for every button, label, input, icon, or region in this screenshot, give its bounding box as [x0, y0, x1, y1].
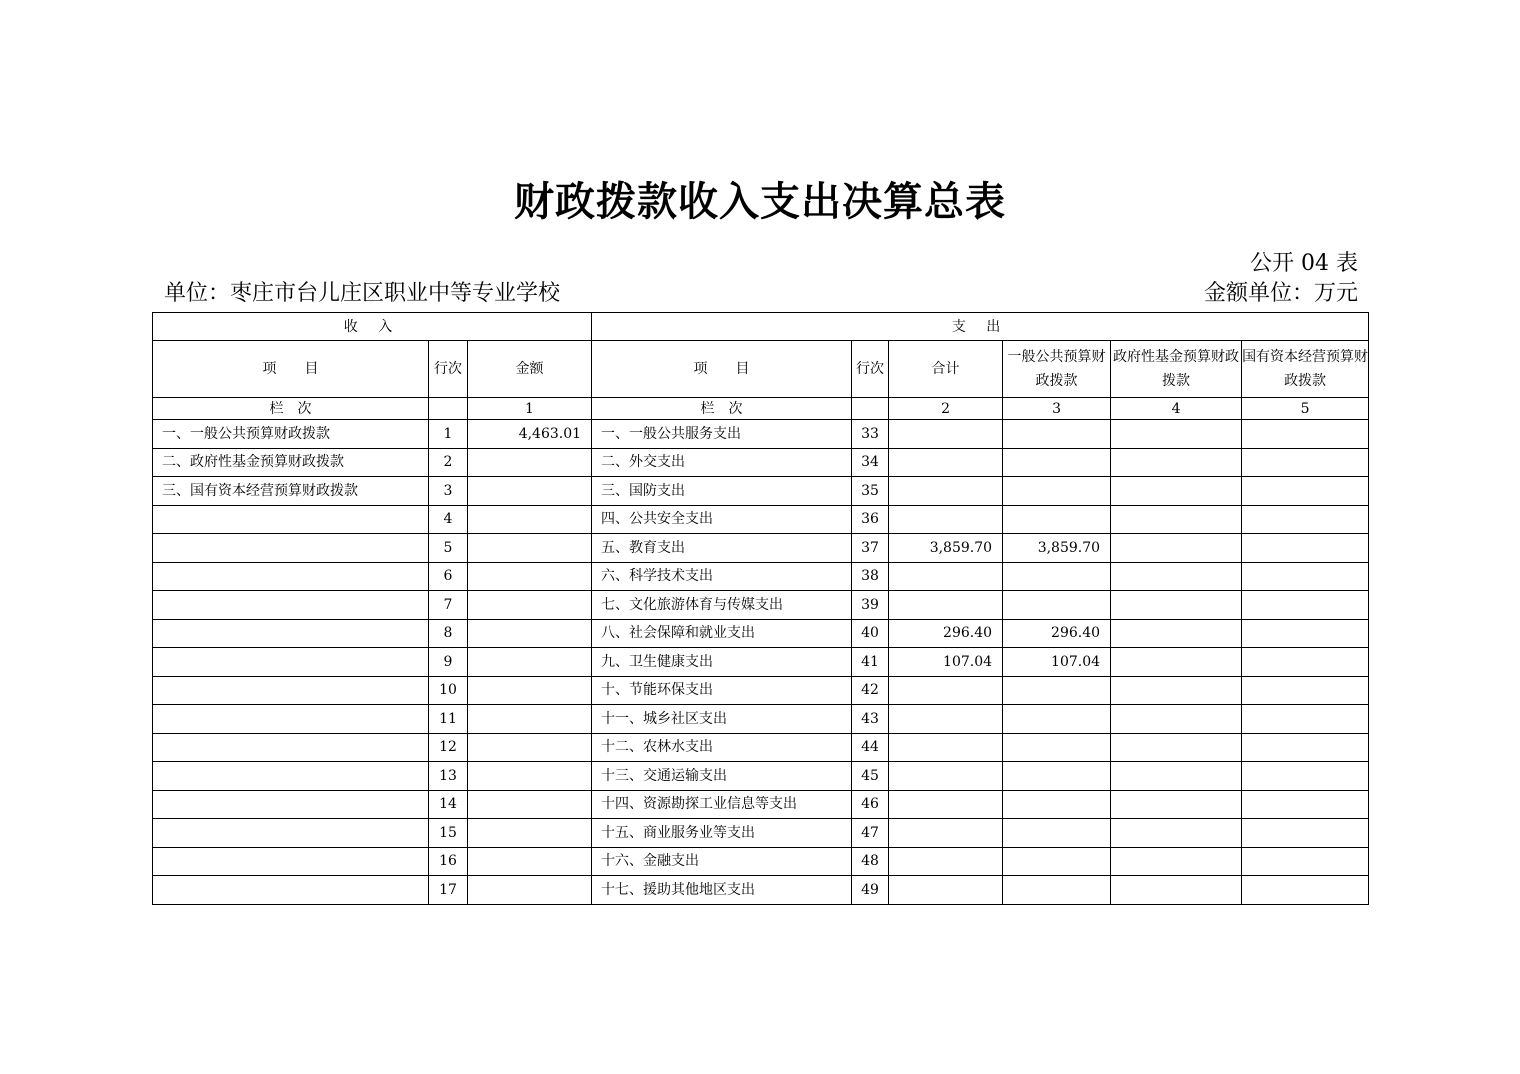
expense-row-no-cell: 48 — [852, 847, 889, 876]
expense-general-budget-cell — [1003, 477, 1111, 506]
expense-row-no-cell: 42 — [852, 676, 889, 705]
expense-item-cell: 五、教育支出 — [592, 534, 852, 563]
table-row — [153, 790, 1369, 819]
expense-state-column-no: 5 — [1242, 398, 1369, 420]
expense-fund-budget-cell — [1111, 762, 1242, 791]
expense-item-cell: 九、卫生健康支出 — [592, 648, 852, 677]
expense-item-cell: 六、科学技术支出 — [592, 562, 852, 591]
expense-fund-budget-cell — [1111, 847, 1242, 876]
income-amount-cell — [468, 505, 592, 534]
expense-total-cell — [889, 762, 1003, 791]
expense-total-cell — [889, 847, 1003, 876]
expense-row-no-cell: 35 — [852, 477, 889, 506]
expense-state-capital-cell — [1242, 733, 1369, 762]
income-item-cell — [153, 705, 429, 734]
income-row-no-cell: 2 — [429, 448, 468, 477]
income-row-no-cell: 1 — [429, 420, 468, 449]
income-amount-cell — [468, 619, 592, 648]
income-row-no-cell: 3 — [429, 477, 468, 506]
income-row-no-cell: 7 — [429, 591, 468, 620]
expense-item-cell: 七、文化旅游体育与传媒支出 — [592, 591, 852, 620]
income-row-no-cell: 9 — [429, 648, 468, 677]
expense-item-cell: 十三、交通运输支出 — [592, 762, 852, 791]
expense-state-capital-cell — [1242, 591, 1369, 620]
expense-state-capital-cell — [1242, 676, 1369, 705]
expense-section-header: 支 出 — [592, 313, 1369, 341]
income-amount-header: 金额 — [468, 341, 592, 398]
expense-total-cell — [889, 505, 1003, 534]
income-amount-cell — [468, 676, 592, 705]
expense-row-no-cell: 49 — [852, 876, 889, 905]
expense-row-no-cell: 47 — [852, 819, 889, 848]
income-item-cell — [153, 619, 429, 648]
expense-row-no-cell: 38 — [852, 562, 889, 591]
income-row-no-cell: 17 — [429, 876, 468, 905]
expense-general-budget-cell — [1003, 847, 1111, 876]
expense-state-capital-cell — [1242, 505, 1369, 534]
page-title: 财政拨款收入支出决算总表 — [514, 178, 1006, 225]
income-amount-cell — [468, 648, 592, 677]
income-column-label: 栏 次 — [153, 398, 429, 420]
income-row-no-cell: 15 — [429, 819, 468, 848]
expense-state-capital-cell — [1242, 819, 1369, 848]
expense-fund-budget-cell — [1111, 505, 1242, 534]
expense-item-cell: 十七、援助其他地区支出 — [592, 876, 852, 905]
expense-total-cell — [889, 819, 1003, 848]
expense-item-header: 项 目 — [592, 341, 852, 398]
income-amount-cell — [468, 819, 592, 848]
expense-state-capital-cell — [1242, 847, 1369, 876]
income-item-cell: 一、一般公共预算财政拨款 — [153, 420, 429, 449]
income-row-no-cell: 16 — [429, 847, 468, 876]
expense-item-cell: 十一、城乡社区支出 — [592, 705, 852, 734]
expense-item-cell: 八、社会保障和就业支出 — [592, 619, 852, 648]
table-row — [153, 505, 1369, 534]
expense-item-cell: 十、节能环保支出 — [592, 676, 852, 705]
income-item-cell: 三、国有资本经营预算财政拨款 — [153, 477, 429, 506]
income-item-cell — [153, 847, 429, 876]
expense-fund-budget-cell — [1111, 420, 1242, 449]
table-row — [153, 705, 1369, 734]
income-item-cell — [153, 876, 429, 905]
expense-general-budget-cell — [1003, 420, 1111, 449]
expense-row-no-cell: 43 — [852, 705, 889, 734]
expense-item-cell: 四、公共安全支出 — [592, 505, 852, 534]
income-row-no-cell: 10 — [429, 676, 468, 705]
budget-table — [152, 312, 1369, 905]
expense-item-cell: 十五、商业服务业等支出 — [592, 819, 852, 848]
income-amount-cell — [468, 847, 592, 876]
form-number: 公开 04 表 — [1250, 251, 1358, 276]
expense-total-cell — [889, 790, 1003, 819]
table-row — [153, 733, 1369, 762]
expense-fund-budget-cell — [1111, 591, 1242, 620]
income-row-no-column — [429, 398, 468, 420]
income-item-cell — [153, 819, 429, 848]
table-row — [153, 591, 1369, 620]
income-amount-cell — [468, 477, 592, 506]
income-item-cell — [153, 534, 429, 563]
income-amount-cell: 4,463.01 — [468, 420, 592, 449]
expense-fund-budget-header: 政府性基金预算财政拨款 — [1111, 341, 1242, 398]
income-amount-cell — [468, 562, 592, 591]
expense-row-no-cell: 39 — [852, 591, 889, 620]
expense-general-column-no: 3 — [1003, 398, 1111, 420]
income-item-cell — [153, 733, 429, 762]
table-row — [153, 819, 1369, 848]
income-row-no-cell: 5 — [429, 534, 468, 563]
expense-fund-budget-cell — [1111, 790, 1242, 819]
expense-fund-budget-cell — [1111, 648, 1242, 677]
expense-row-no-cell: 36 — [852, 505, 889, 534]
table-row — [153, 448, 1369, 477]
expense-general-budget-cell — [1003, 705, 1111, 734]
expense-state-capital-header: 国有资本经营预算财政拨款 — [1242, 341, 1369, 398]
expense-general-budget-header: 一般公共预算财政拨款 — [1003, 341, 1111, 398]
expense-fund-budget-cell — [1111, 448, 1242, 477]
expense-fund-budget-cell — [1111, 819, 1242, 848]
expense-general-budget-cell — [1003, 762, 1111, 791]
expense-item-cell: 一、一般公共服务支出 — [592, 420, 852, 449]
income-row-no-cell: 6 — [429, 562, 468, 591]
income-item-cell — [153, 505, 429, 534]
expense-general-budget-cell — [1003, 819, 1111, 848]
income-item-cell — [153, 676, 429, 705]
table-row — [153, 534, 1369, 563]
expense-total-cell — [889, 876, 1003, 905]
table-row — [153, 477, 1369, 506]
income-amount-cell — [468, 591, 592, 620]
expense-row-no-cell: 34 — [852, 448, 889, 477]
expense-row-no-cell: 44 — [852, 733, 889, 762]
expense-total-cell — [889, 733, 1003, 762]
expense-state-capital-cell — [1242, 762, 1369, 791]
expense-total-cell — [889, 705, 1003, 734]
expense-item-cell: 二、外交支出 — [592, 448, 852, 477]
income-item-cell — [153, 562, 429, 591]
expense-total-cell — [889, 591, 1003, 620]
income-amount-cell — [468, 876, 592, 905]
expense-total-cell: 107.04 — [889, 648, 1003, 677]
expense-item-cell: 十二、农林水支出 — [592, 733, 852, 762]
expense-general-budget-cell: 107.04 — [1003, 648, 1111, 677]
expense-total-column-no: 2 — [889, 398, 1003, 420]
income-row-no-cell: 13 — [429, 762, 468, 791]
table-row — [153, 762, 1369, 791]
expense-state-capital-cell — [1242, 619, 1369, 648]
reporting-unit: 单位：枣庄市台儿庄区职业中等专业学校 — [164, 281, 561, 306]
expense-general-budget-cell — [1003, 448, 1111, 477]
expense-state-capital-cell — [1242, 705, 1369, 734]
expense-row-no-cell: 33 — [852, 420, 889, 449]
expense-total-cell — [889, 562, 1003, 591]
expense-state-capital-cell — [1242, 562, 1369, 591]
income-amount-cell — [468, 705, 592, 734]
income-row-no-cell: 11 — [429, 705, 468, 734]
expense-state-capital-cell — [1242, 876, 1369, 905]
expense-state-capital-cell — [1242, 648, 1369, 677]
expense-state-capital-cell — [1242, 790, 1369, 819]
expense-fund-budget-cell — [1111, 477, 1242, 506]
expense-total-cell — [889, 676, 1003, 705]
income-section-header: 收 入 — [153, 313, 592, 341]
table-row — [153, 619, 1369, 648]
expense-total-cell — [889, 448, 1003, 477]
income-item-header: 项 目 — [153, 341, 429, 398]
expense-general-budget-cell — [1003, 562, 1111, 591]
income-row-no-header: 行次 — [429, 341, 468, 398]
table-row — [153, 676, 1369, 705]
income-item-cell — [153, 790, 429, 819]
expense-total-header: 合计 — [889, 341, 1003, 398]
expense-fund-budget-cell — [1111, 705, 1242, 734]
expense-row-no-column — [852, 398, 889, 420]
expense-fund-budget-cell — [1111, 562, 1242, 591]
expense-total-cell: 296.40 — [889, 619, 1003, 648]
expense-general-budget-cell — [1003, 876, 1111, 905]
expense-total-cell: 3,859.70 — [889, 534, 1003, 563]
expense-state-capital-cell — [1242, 477, 1369, 506]
expense-row-no-header: 行次 — [852, 341, 889, 398]
expense-fund-budget-cell — [1111, 676, 1242, 705]
table-row — [153, 648, 1369, 677]
expense-row-no-cell: 46 — [852, 790, 889, 819]
expense-general-budget-cell — [1003, 733, 1111, 762]
income-row-no-cell: 8 — [429, 619, 468, 648]
expense-general-budget-cell — [1003, 591, 1111, 620]
income-item-cell — [153, 591, 429, 620]
table-row — [153, 876, 1369, 905]
expense-item-cell: 十四、资源勘探工业信息等支出 — [592, 790, 852, 819]
income-item-cell — [153, 762, 429, 791]
expense-item-cell: 十六、金融支出 — [592, 847, 852, 876]
expense-row-no-cell: 37 — [852, 534, 889, 563]
income-amount-cell — [468, 534, 592, 563]
expense-item-cell: 三、国防支出 — [592, 477, 852, 506]
expense-state-capital-cell — [1242, 448, 1369, 477]
income-item-cell: 二、政府性基金预算财政拨款 — [153, 448, 429, 477]
income-row-no-cell: 14 — [429, 790, 468, 819]
expense-fund-budget-cell — [1111, 733, 1242, 762]
expense-general-budget-cell: 3,859.70 — [1003, 534, 1111, 563]
income-amount-cell — [468, 733, 592, 762]
expense-fund-budget-cell — [1111, 534, 1242, 563]
expense-general-budget-cell — [1003, 676, 1111, 705]
expense-row-no-cell: 41 — [852, 648, 889, 677]
expense-fund-column-no: 4 — [1111, 398, 1242, 420]
expense-general-budget-cell — [1003, 505, 1111, 534]
income-row-no-cell: 4 — [429, 505, 468, 534]
income-amount-cell — [468, 790, 592, 819]
expense-column-label: 栏 次 — [592, 398, 852, 420]
table-row — [153, 847, 1369, 876]
expense-state-capital-cell — [1242, 420, 1369, 449]
expense-total-cell — [889, 420, 1003, 449]
expense-fund-budget-cell — [1111, 619, 1242, 648]
income-amount-cell — [468, 448, 592, 477]
table-row — [153, 420, 1369, 449]
expense-state-capital-cell — [1242, 534, 1369, 563]
expense-total-cell — [889, 477, 1003, 506]
expense-fund-budget-cell — [1111, 876, 1242, 905]
expense-row-no-cell: 40 — [852, 619, 889, 648]
income-row-no-cell: 12 — [429, 733, 468, 762]
income-amount-cell — [468, 762, 592, 791]
expense-general-budget-cell: 296.40 — [1003, 619, 1111, 648]
income-item-cell — [153, 648, 429, 677]
expense-general-budget-cell — [1003, 790, 1111, 819]
amount-unit: 金额单位：万元 — [1203, 281, 1358, 306]
expense-row-no-cell: 45 — [852, 762, 889, 791]
table-row — [153, 562, 1369, 591]
income-amount-column-no: 1 — [468, 398, 592, 420]
